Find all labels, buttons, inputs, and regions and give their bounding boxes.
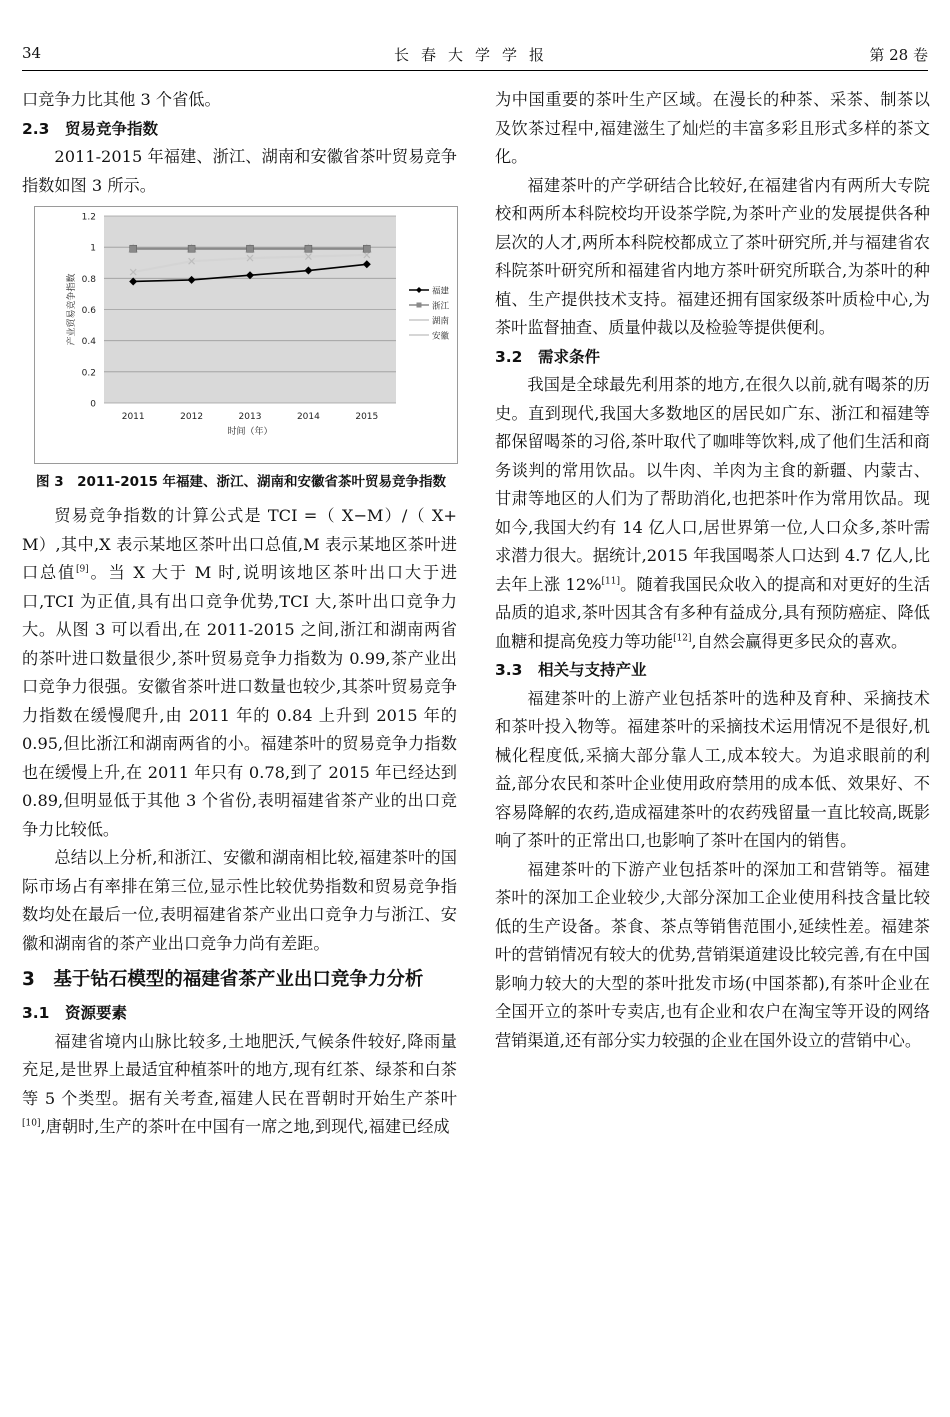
paragraph-demand: 我国是全球最先利用茶的地方,在很久以前,就有喝茶的历史。直到现代,我国大多数地区的居民如广东、浙江和福建等都保留喝茶的习俗,茶叶取代了咖啡等饮料,成了他们生活和商务谈判的常用饮品。以牛肉、羊肉为主食的新疆、内蒙古、甘肃等地区的人们为了帮助消化,也把茶叶作为常用饮品。现如今,我国大约有 14 亿人口,居世界第一位,人口众多,茶叶需求潜力很大。据统计,2015 年我国喝茶人口达到 4.7 亿人,比去年上涨 12%[11]。随着我国民众收入的提高和对更好的生活品质的追求,茶叶因其含有多种有益成分,具有预防癌症、降低血糖和提高免疫力等功能[12],自然会赢得更多民众的喜欢。 [495,375,931,651]
page-number: 34 [22,44,42,62]
right-column [495,86,930,1055]
paragraph-upstream: 福建茶叶的上游产业包括茶叶的选种及育种、采摘技术和茶叶投入物等。福建茶叶的采摘技术运用情况不是很好,机械化程度低,采摘大部分靠人工,成本较大。为追求眼前的利益,部分农民和茶叶企业使用政府禁用的成本低、效果好、不容易降解的农药,造成福建茶叶的农药残留量一直比较高,既影响了茶叶的正常出口,也影响了茶叶在国内的销售。 [495,688,930,850]
legend-label-福建: 福建 [432,286,450,297]
citation-9: [9] [75,564,89,575]
y-tick-label: 1.2 [81,212,96,223]
data-point-浙江 [305,245,312,252]
x-tick-label: 2014 [296,412,320,422]
legend-marker-浙江 [417,303,422,308]
y-tick-label: 0.8 [81,274,96,285]
data-point-浙江 [247,245,254,252]
y-tick-label: 1 [90,243,96,254]
paragraph-tea-culture: 为中国重要的茶叶生产区域。在漫长的种茶、采茶、制茶以及饮茶过程中,福建滋生了灿烂的丰富多彩且形式多样的茶文化。 [495,90,930,166]
x-tick-label: 2012 [180,412,204,422]
paragraph-continued: 口竞争力比其他 3 个省低。 [22,90,221,109]
legend-label-湖南: 湖南 [432,316,450,327]
journal-title: 长春大学学报 [393,46,556,64]
section-heading-2-3: 2.3 贸易竞争指数 [22,119,158,138]
citation-12: [12] [673,633,692,644]
legend-label-浙江: 浙江 [432,301,450,312]
citation-10: [10] [22,1118,41,1129]
running-header [22,42,928,71]
section-heading-3-3: 3.3 相关与支持产业 [495,661,647,679]
y-tick-label: 0 [90,399,96,410]
paragraph-resources: 福建省境内山脉比较多,土地肥沃,气候条件较好,降雨量充足,是世界上最适宜种植茶叶的地方,现有红茶、绿茶和白茶等 5 个类型。据有关考查,福建人民在晋朝时开始生产茶叶[10],唐朝时,生产的茶叶在中国有一席之地,到现代,福建已经成 [22,1031,457,1136]
paragraph-research: 福建茶叶的产学研结合比较好,在福建省内有两所大专院校和两所本科院校均开设茶学院,为茶叶产业的发展提供各种层次的人才,两所本科院校都成立了茶叶研究所,并与福建省农科院茶叶研究所和福建省内地方茶叶研究所联合,为茶叶的种植、生产提供技术支持。福建还拥有国家级茶叶质检中心,为茶叶监督抽查、质量仲裁以及检验等提供便利。 [495,175,930,337]
x-tick-label: 2013 [238,412,262,422]
data-point-浙江 [188,245,195,252]
section-heading-3: 3 基于钻石模型的福建省茶产业出口竞争力分析 [22,969,424,990]
volume-label: 第 28 卷 [869,46,928,64]
section-heading-3-1: 3.1 资源要素 [22,1004,127,1022]
paragraph-figure-intro: 2011-2015 年福建、浙江、湖南和安徽省茶叶贸易竞争指数如图 3 所示。 [22,147,457,195]
citation-11: [11] [601,576,621,587]
section-heading-3-2: 3.2 需求条件 [495,347,600,366]
legend-label-安徽: 安徽 [432,331,450,342]
figure-3-caption: 图 3 2011-2015 年福建、浙江、湖南和安徽省茶叶贸易竞争指数 [36,474,447,490]
y-tick-label: 0.6 [81,306,96,316]
paragraph-tci-formula: 贸易竞争指数的计算公式是 TCI =（ X−M）/（ X+ M）,其中,X 表示某地区茶叶出口总值,M 表示某地区茶叶进口总值[9]。当 X 大于 M 时,说明该地区茶叶出口大于进口,TCI 为正值,具有出口竞争优势,TCI 大,茶叶出口竞争力大。从图 3 可以看出,在 2011-2015 之间,浙江和湖南两省的茶叶进口数量很少,茶叶贸易竞争力指数为 0.99,茶产业出口竞争力很强。安徽省茶叶进口数量也较少,其茶叶贸易竞争力指数在缓慢爬升,由 2011 年的 0.84 上升到 2015 年的 0.95,但比浙江和湖南两省的小。福建茶叶的贸易竞争力指数也在缓慢上升,在 2011 年只有 0.78,到了 2015 年已经达到 0.89,但明显低于其他 3 个省份,表明福建省茶产业的出口竞争力比较低。 [22,506,458,839]
left-column [22,86,457,1142]
paragraph-summary: 总结以上分析,和浙江、安徽和湖南相比较,福建茶叶的国际市场占有率排在第三位,显示性比较优势指数和贸易竞争指数均处在最后一位,表明福建省茶产业出口竞争力与浙江、安徽和湖南省的茶产业出口竞争力尚有差距。 [22,848,457,953]
data-point-浙江 [363,245,370,252]
y-tick-label: 0.4 [81,337,96,348]
x-tick-label: 2011 [121,412,145,422]
data-point-浙江 [130,245,137,252]
figure-3-chart [22,206,457,464]
y-tick-label: 0.2 [81,368,96,379]
line-chart [34,206,459,464]
x-tick-label: 2015 [355,412,379,422]
x-axis-title: 时间（年） [227,427,273,437]
y-axis-title: 产业贸易竞争指数 [67,273,77,346]
paragraph-downstream: 福建茶叶的下游产业包括茶叶的深加工和营销等。福建茶叶的深加工企业较少,大部分深加工企业使用科技含量比较低的生产设备。茶食、茶点等销售范围小,延续性差。福建茶叶的营销情况有较大的优势,营销渠道建设比较完善,有在中国影响力较大的大型的茶叶批发市场(中国茶都),有茶叶企业在全国开立的茶叶专卖店,也有企业和农户在淘宝等开设的网络营销渠道,还有部分实力较强的企业在国外设立的营销中心。 [495,859,930,1050]
